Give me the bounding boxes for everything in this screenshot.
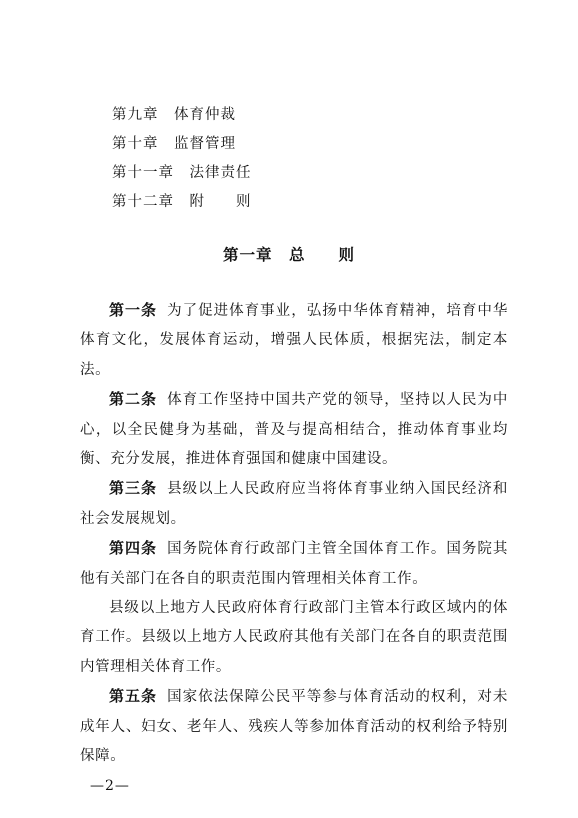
article-number: 第四条 bbox=[109, 539, 158, 558]
document-body bbox=[80, 296, 508, 772]
toc-item: 第十二章 附 则 bbox=[112, 194, 252, 210]
article-paragraph bbox=[80, 296, 508, 385]
article-text: 县级以上人民政府应当将体育事业纳入国民经济和社会发展规划。 bbox=[80, 481, 508, 527]
article-text: 国家依法保障公民平等参与体育活动的权利，对未成年人、妇女、老年人、残疾人等参加体育活动的权利给予特别保障。 bbox=[80, 689, 508, 765]
article-text: 体育工作坚持中国共产党的领导，坚持以人民为中心，以全民健身为基础，普及与提高相结合，推动体育事业均衡、充分发展，推进体育强国和健康中国建设。 bbox=[80, 392, 508, 468]
toc-item: 第十章 监督管理 bbox=[112, 136, 236, 152]
table-of-contents bbox=[112, 101, 252, 217]
toc-item: 第十一章 法律责任 bbox=[112, 165, 252, 181]
chapter-title: 第一章 总 则 bbox=[222, 246, 355, 264]
toc-item: 第九章 体育仲裁 bbox=[112, 107, 236, 123]
article-paragraph bbox=[80, 682, 508, 771]
article-number: 第五条 bbox=[109, 687, 158, 706]
article-text: 为了促进体育事业，弘扬中华体育精神，培育中华体育文化，发展体育运动，增强人民体质，根据宪法，制定本法。 bbox=[80, 303, 508, 378]
article-number: 第三条 bbox=[109, 479, 158, 498]
article-number: 第二条 bbox=[109, 390, 158, 409]
article-paragraph bbox=[80, 594, 508, 682]
article-paragraph bbox=[80, 474, 508, 534]
article-number: 第一条 bbox=[109, 301, 158, 319]
article-paragraph bbox=[80, 534, 508, 594]
article-text: 县级以上地方人民政府体育行政部门主管本行政区域内的体育工作。县级以上地方人民政府其他有关部门在各自的职责范围内管理相关体育工作。 bbox=[80, 600, 508, 675]
page-number: —2— bbox=[90, 778, 130, 794]
article-text: 国务院体育行政部门主管全国体育工作。国务院其他有关部门在各自的职责范围内管理相关体育工作。 bbox=[80, 541, 508, 587]
article-paragraph bbox=[80, 385, 508, 474]
